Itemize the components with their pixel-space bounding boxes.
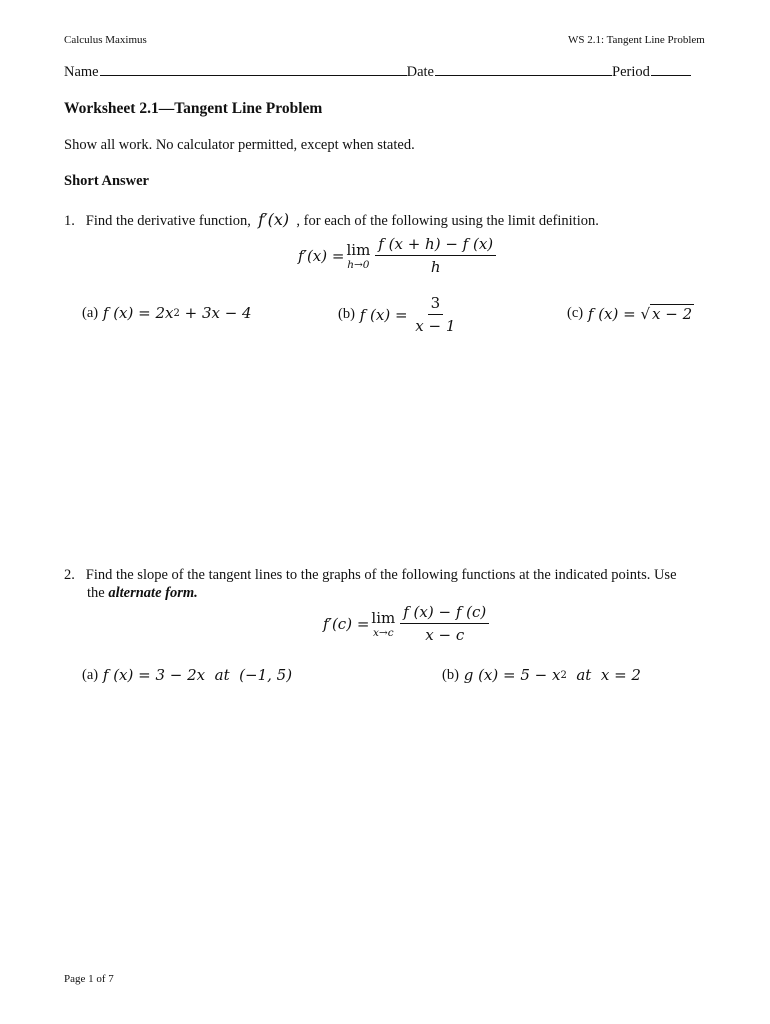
q2-part-b-label: (b) xyxy=(442,666,459,683)
question-2-number: 2. xyxy=(64,567,75,583)
question-2 xyxy=(64,567,677,584)
alt-lim-subscript: x→c xyxy=(373,626,394,639)
q1-part-c-label: (c) xyxy=(567,305,584,321)
formula-lhs: f′(x) = xyxy=(298,246,345,265)
q1-part-b-denominator: x − 1 xyxy=(415,317,456,335)
alt-limit-operator xyxy=(371,609,395,639)
lim-subscript: h→0 xyxy=(347,258,370,271)
section-heading: Short Answer xyxy=(64,173,149,189)
q1-part-a xyxy=(82,304,252,322)
question-1-text-after: , for each of the following using the limit definition. xyxy=(296,213,599,229)
date-label: Date xyxy=(406,64,434,80)
formula-denominator: h xyxy=(430,258,441,276)
page-title: Worksheet 2.1—Tangent Line Problem xyxy=(64,100,323,117)
alt-difference-quotient xyxy=(400,602,489,645)
q1-part-b-label: (b) xyxy=(338,306,355,322)
q1-part-c-expr-prefix: f (x) = xyxy=(587,304,641,323)
page-number: Page 1 of 7 xyxy=(64,973,114,985)
alt-lim-word: lim xyxy=(371,608,396,627)
date-field[interactable] xyxy=(435,75,612,76)
header-right: WS 2.1: Tangent Line Problem xyxy=(568,34,705,46)
name-label: Name xyxy=(64,64,99,80)
q1-part-b-fraction xyxy=(415,293,455,336)
q1-part-a-exponent: 2 xyxy=(173,307,180,319)
header-left: Calculus Maximus xyxy=(64,34,147,46)
period-field[interactable] xyxy=(651,75,691,76)
name-field[interactable] xyxy=(100,75,407,76)
difference-quotient xyxy=(375,234,496,277)
limit-definition-formula xyxy=(298,234,499,277)
instructions: Show all work. No calculator permitted, except when stated. xyxy=(64,137,415,153)
q1-part-c-radical: √ xyxy=(640,304,651,323)
q1-part-b-numerator: 3 xyxy=(428,293,444,315)
formula-numerator: f (x + h) − f (x) xyxy=(375,234,496,256)
q1-part-a-expr-prefix: f (x) = 2x xyxy=(102,304,174,322)
q1-part-b-expr-prefix: f (x) = xyxy=(359,305,413,324)
question-2-line2 xyxy=(87,585,198,602)
q2-part-b-exponent: 2 xyxy=(560,669,567,681)
period-label: Period xyxy=(612,64,650,80)
q1-part-a-label: (a) xyxy=(82,304,99,321)
alt-formula-numerator: f (x) − f (c) xyxy=(400,602,489,624)
q2-part-a-label: (a) xyxy=(82,666,99,683)
question-1-fprime: f′(x) xyxy=(258,210,290,229)
question-1-number: 1. xyxy=(64,213,75,229)
alternate-form-formula xyxy=(323,602,492,645)
q2-part-b-expr-prefix: g (x) = 5 − x xyxy=(463,666,561,684)
q2-part-a-expr: f (x) = 3 − 2x at (−1, 5) xyxy=(102,666,293,684)
q2-part-b xyxy=(442,666,641,684)
q1-part-b xyxy=(338,293,458,336)
alt-formula-lhs: f′(c) = xyxy=(323,614,370,633)
q1-part-a-expr-suffix: + 3x − 4 xyxy=(179,304,252,322)
question-2-emphasis: alternate form. xyxy=(108,585,198,601)
q2-part-a xyxy=(82,666,292,684)
question-1-text-before: Find the derivative function, xyxy=(85,213,251,229)
q1-part-c xyxy=(567,304,694,323)
limit-operator xyxy=(346,241,370,271)
student-info-line xyxy=(64,64,691,81)
question-2-text-line2-prefix: the xyxy=(87,585,109,601)
q1-part-c-radicand: x − 2 xyxy=(652,305,693,323)
question-2-text-line1: Find the slope of the tangent lines to the graphs of the following functions at the indicated points. Use xyxy=(85,567,677,583)
lim-word: lim xyxy=(346,240,371,259)
alt-formula-denominator: x − c xyxy=(425,626,465,644)
question-1 xyxy=(64,210,599,230)
q2-part-b-expr-suffix: at x = 2 xyxy=(566,666,641,684)
